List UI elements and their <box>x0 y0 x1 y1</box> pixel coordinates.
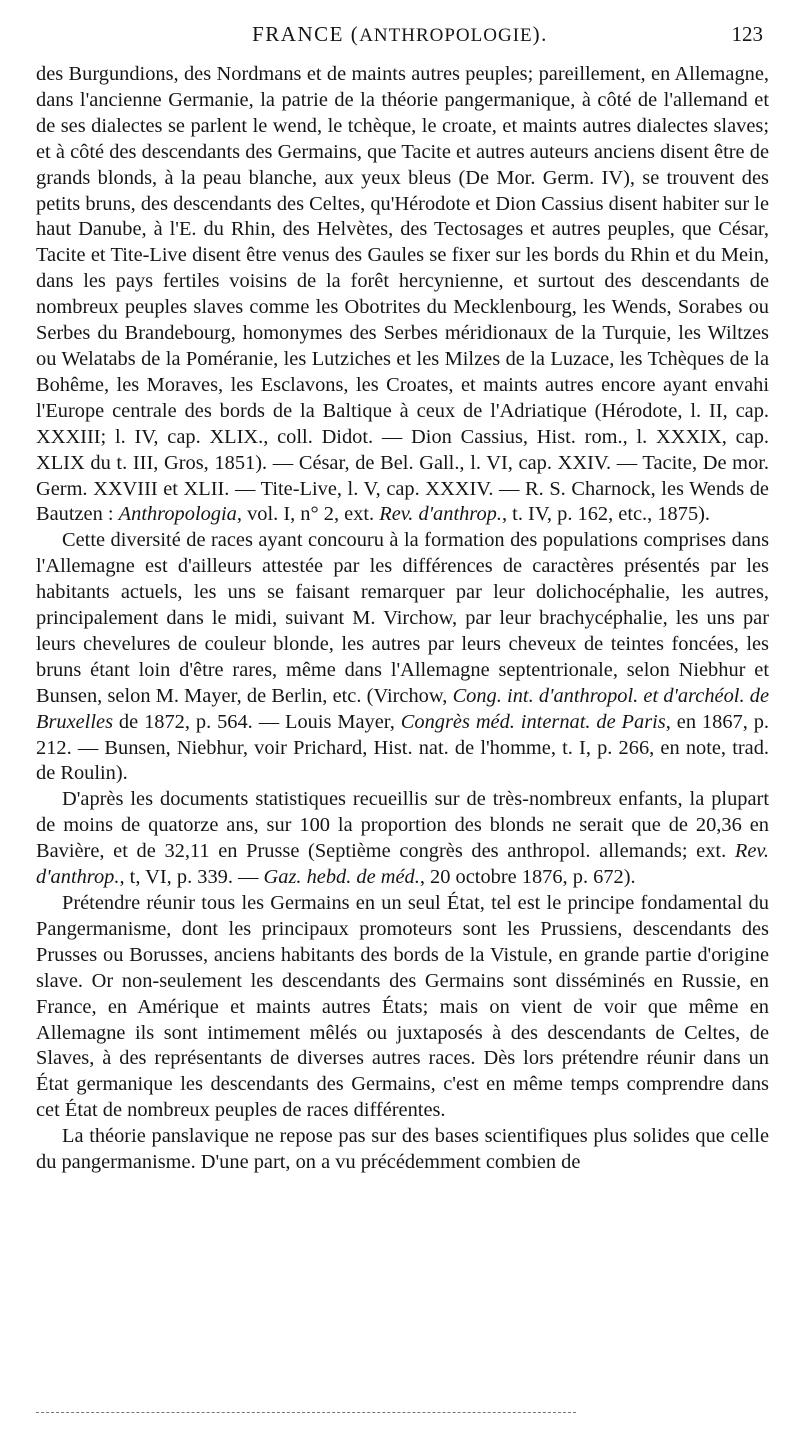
page-number: 123 <box>731 22 763 46</box>
p3-text-b: , t, VI, p. 339. — <box>119 866 264 889</box>
p3-text-a: D'après les documents statistiques recueillis sur de très-nombreux enfants, la plupart de moins de quatorze ans, sur 100 la proportion des blonds ne serait que de 20,36 en Bavière, et de 32,11 en Prusse (Septième congrès des anthropol. allemands; ext. <box>36 788 769 863</box>
p1-text-c: , t. IV, p. 162, etc., 1875). <box>501 503 711 526</box>
paragraph-2 <box>36 528 769 787</box>
p1-text-b: , vol. I, n° 2, ext. <box>236 503 380 526</box>
p1-italic-1: Anthropologia <box>118 503 237 526</box>
p3-italic-1: Rev. d'anthrop. <box>36 840 769 889</box>
running-title <box>0 22 800 47</box>
p2-italic-2: Congrès méd. internat. de Paris <box>400 710 666 733</box>
running-title-close: ). <box>532 22 548 46</box>
p3-text-c: , 20 octobre 1876, p. 672). <box>419 866 636 889</box>
p1-italic-2: Rev. d'anthrop. <box>379 503 502 526</box>
p1-text-a: des Burgundions, des Nordmans et de maints autres peuples; pareillement, en Allemagne, dans l'ancienne Germanie, la patrie de la théorie pangermanique, à côté de l'allemand et de ses dialectes se parlent le wend, le tchèque, le croate, et maints autres dialectes slaves; et à côté des descendants des Germains, que Tacite et autres auteurs anciens disent être de grands blonds, à la peau blanche, aux yeux bleus (De Mor. Germ. IV), se trouvent des petits bruns, des descendants des Celtes, qu'Hérodote et Dion Cassius disent habiter sur le haut Danube, à l'E. du Rhin, des Helvètes, des Tectosages et autres peuples, que César, Tacite et Tite-Live disent être venus des Gaules se fixer sur les bords du Rhin et du Mein, dans les pays fertiles voisins de la forêt hercynienne, et surtout des descendants de nombreux peuples slaves comme les Obotrites du Mecklenbourg, les Wends, Sorabes ou Serbes du Brandebourg, homonymes des Serbes méridionaux de la Turquie, les Wiltzes ou Welatabs de la Poméranie, les Lutziches et les Milzes de la Luzace, les Tchèques de la Bohême, les Moraves, les Esclavons, les Croates, et maints autres encore ayant envahi l'Europe centrale des bords de la Baltique à ceux de l'Adriatique (Hérodote, l. II, cap. XXXIII; l. IV, cap. XLIX., coll. Didot. — Dion Cassius, Hist. rom., l. XXXIX, cap. XLIX du t. III, Gros, 1851). — César, de Bel. Gall., l. VI, cap. XXIV. — Tacite, De mor. Germ. XXVIII et XLII. — Tite-Live, l. V, cap. XXXIV. — R. S. Charnock, les Wends de Bautzen : <box>36 63 769 526</box>
paragraph-1 <box>36 62 769 528</box>
p3-italic-2: Gaz. hebd. de méd. <box>263 866 420 889</box>
footer-rule <box>36 1412 576 1413</box>
running-title-subtitle: ANTHROPOLOGIE <box>359 25 533 46</box>
p2-text-c: , en 1867, p. 212. — Bunsen, Niebhur, voir Prichard, Hist. nat. de l'homme, t. I, p. 266, en note, trad. de Roulin). <box>36 710 770 785</box>
p2-text-a: Cette diversité de races ayant concouru à la formation des populations comprises dans l'Allemagne est d'ailleurs attestée par les différences de caractères présentés par les habitants actuels, les uns se faisant remarquer par leur dolichocéphalie, les autres, principalement dans le midi, suivant M. Virchow, par leur brachycéphalie, les uns par leurs chevelures de couleur blonde, les autres par leurs cheveux de teintes foncées, les bruns étant loin d'être rares, même dans l'Allemagne septentrionale, selon Niebhur et Bunsen, selon M. Mayer, de Berlin, etc. (Virchow, <box>36 529 769 707</box>
running-title-main: FRANCE ( <box>252 22 360 46</box>
body-text <box>36 62 769 1176</box>
running-header <box>0 22 800 52</box>
p2-text-b: de 1872, p. 564. — Louis Mayer, <box>113 710 401 733</box>
p2-italic-1: Cong. int. d'anthropol. et d'archéol. de Bruxelles <box>36 684 769 733</box>
paragraph-3 <box>36 787 769 891</box>
paragraph-5: La théorie panslavique ne repose pas sur des bases scientifiques plus solides que celle du pangermanisme. D'une part, on a vu précédemment combien de <box>36 1125 769 1174</box>
paragraph-4: Prétendre réunir tous les Germains en un seul État, tel est le principe fondamental du Pangermanisme, dont les principaux promoteurs sont les Prussiens, descendants des Prusses ou Borusses, anciens habitants des bords de la Vistule, en grande partie d'origine slave. Or non-seulement les descendants des Germains sont disséminés en Russie, en France, en Amérique et maints autres États; mais on vient de voir que même en Allemagne ils sont intimement mêlés ou juxtaposés à des descendants de Celtes, de Slaves, à des représentants de diverses autres races. Dès lors prétendre réunir dans un État germanique les descendants des Germains, c'est en même temps comprendre dans cet État de nombreux peuples de races différentes. <box>36 892 769 1122</box>
